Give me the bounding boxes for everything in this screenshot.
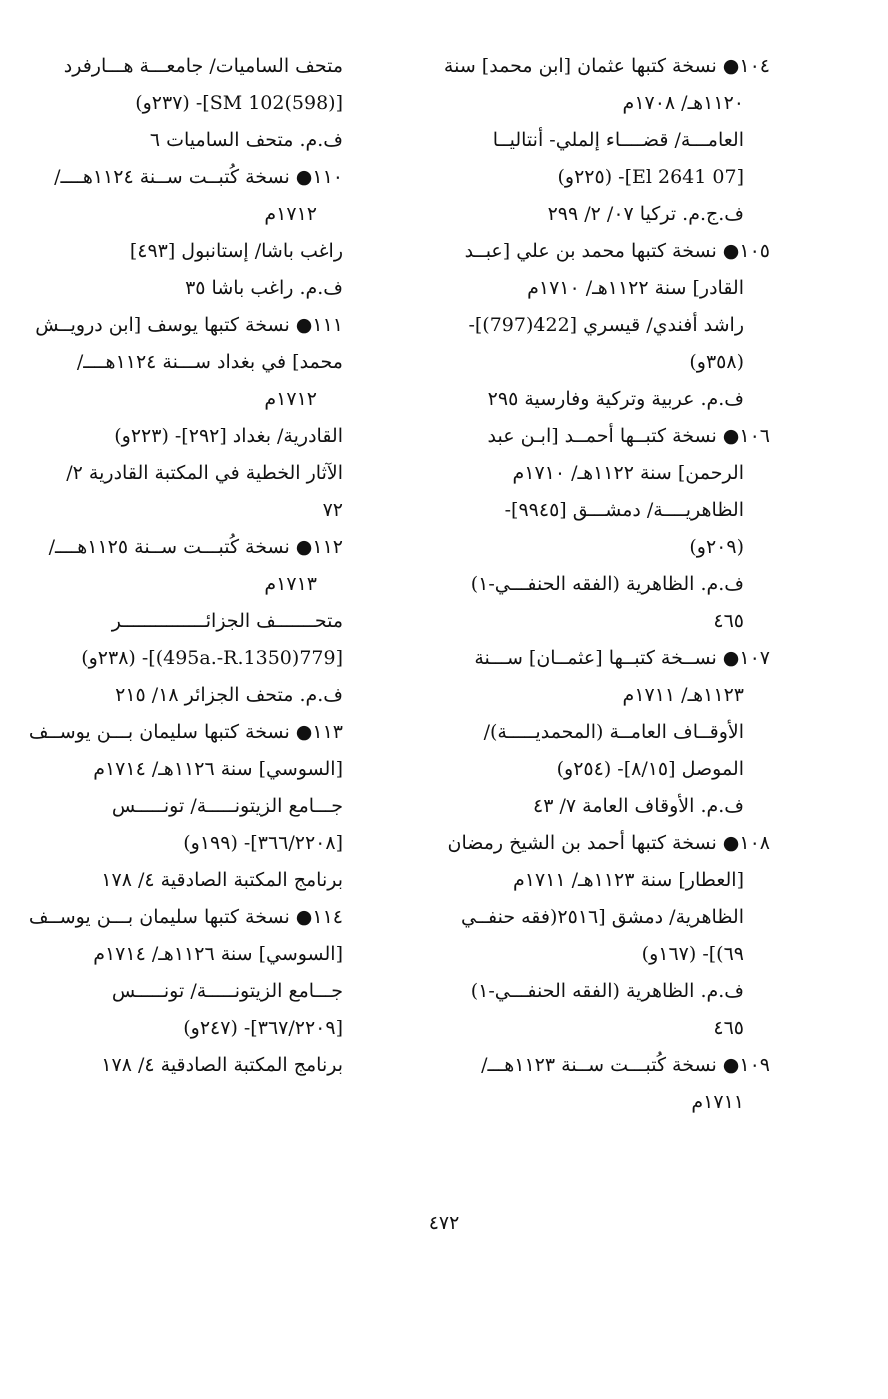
text-line: ١١١● نسخة كتبها يوسف [ابن درويــش xyxy=(35,314,343,336)
text-line: القادر] سنة ١١٢٢هـ/ ١٧١٠م xyxy=(527,277,744,299)
text-line: [779(495a.-R.1350)]- (٢٣٨و) xyxy=(81,647,343,669)
text-line: الأوقــاف العامــة (المحمديـــــة)/ xyxy=(483,721,744,743)
text-line: متحف الساميات/ جامعـــة هـــارفرد xyxy=(63,55,343,77)
text-line: محمد] في بغداد ســـنة ١١٢٤هــــ/ xyxy=(76,351,343,373)
text-line: ١١٢● نسخة كُتبـــت ســنة ١١٢٥هــــ/ xyxy=(48,536,343,558)
text-line: ف.م. الظاهرية (الفقه الحنفـــي-١) xyxy=(470,980,744,1002)
text-line: (٣٥٨و) xyxy=(689,351,744,373)
text-line: القادرية/ بغداد [٢٩٢]- (٢٢٣و) xyxy=(114,425,343,447)
text-line: ١٠٨● نسخة كتبها أحمد بن الشيخ رمضان xyxy=(447,832,770,854)
text-line: ١١٣● نسخة كتبها سليمان بـــن يوســف xyxy=(28,721,343,743)
text-line: العامـــة/ قضــــاء إلملي- أنتاليــا xyxy=(492,129,744,151)
text-line: [السوسي] سنة ١١٢٦هـ/ ١٧١٤م xyxy=(93,758,343,780)
text-line: راغب باشا/ إستانبول [٤٩٣] xyxy=(129,240,343,262)
text-line: ٤٦٥ xyxy=(713,610,744,632)
text-line: [SM 102(598)]- (٢٣٧و) xyxy=(135,92,343,114)
text-line: جـــامع الزيتونـــــة/ تونـــــس xyxy=(111,980,343,1002)
text-line: الآثار الخطية في المكتبة القادرية ٢/ xyxy=(66,462,343,484)
right-column xyxy=(420,48,770,1121)
text-line: ١١٢٠هـ/ ١٧٠٨م xyxy=(622,92,744,114)
text-line: ١٧١٢م xyxy=(264,388,317,410)
text-line: ١٧١٢م xyxy=(264,203,317,225)
text-line: ١٧١١م xyxy=(691,1091,744,1113)
text-line: [العطار] سنة ١١٢٣هـ/ ١٧١١م xyxy=(513,869,744,891)
text-line: جـــامع الزيتونـــــة/ تونـــــس xyxy=(111,795,343,817)
text-line: راشد أفندي/ قيسري [422(797)]- xyxy=(468,314,744,336)
text-line: ف.م. الظاهرية (الفقه الحنفـــي-١) xyxy=(470,573,744,595)
text-line: ١٠٩● نسخة كُتبـــت ســنة ١١٢٣هـــ/ xyxy=(481,1054,770,1076)
text-line: ١٧١٣م xyxy=(264,573,317,595)
text-line: ف.م. الأوقاف العامة ٧/ ٤٣ xyxy=(533,795,744,817)
text-line: ف.م. متحف الساميات ٦ xyxy=(149,129,343,151)
text-line: برنامج المكتبة الصادقية ٤/ ١٧٨ xyxy=(101,869,343,891)
text-line: ١١٤● نسخة كتبها سليمان بـــن يوســف xyxy=(28,906,343,928)
text-line: برنامج المكتبة الصادقية ٤/ ١٧٨ xyxy=(101,1054,343,1076)
text-line: ف.ج.م. تركيا ٠٧/ ٢/ ٢٩٩ xyxy=(547,203,744,225)
text-line: الرحمن] سنة ١١٢٢هـ/ ١٧١٠م xyxy=(512,462,744,484)
page-number: ٤٧٢ xyxy=(428,1212,460,1234)
text-line: ٤٦٥ xyxy=(713,1017,744,1039)
left-column xyxy=(8,48,343,1084)
text-line: متحـــــــف الجزائـــــــــــــــر xyxy=(111,610,343,632)
text-line: ١١٢٣هـ/ ١٧١١م xyxy=(622,684,744,706)
text-line: الظاهرية/ دمشق [٢٥١٦(فقه حنفــي xyxy=(461,906,744,928)
text-line: ١٠٤● نسخة كتبها عثمان [ابن محمد] سنة xyxy=(443,55,770,77)
text-line: ف.م. متحف الجزائر ١٨/ ٢١٥ xyxy=(115,684,343,706)
text-line: (٢٠٩و) xyxy=(689,536,744,558)
text-line: ١٠٥● نسخة كتبها محمد بن علي [عبــد xyxy=(464,240,770,262)
text-line: ٧٢ xyxy=(322,499,343,521)
text-line: ف.م. عربية وتركية وفارسية ٢٩٥ xyxy=(487,388,744,410)
text-line: ف.م. راغب باشا ٣٥ xyxy=(185,277,343,299)
text-line: الظاهريــــة/ دمشـــق [٩٩٤٥]- xyxy=(504,499,744,521)
text-line: [٣٦٦/٢٢٠٨]- (١٩٩و) xyxy=(183,832,343,854)
text-line: ١١٠● نسخة كُتبــت ســنة ١١٢٤هــــ/ xyxy=(54,166,343,188)
text-line: الموصل [٨/١٥]- (٢٥٤و) xyxy=(556,758,744,780)
text-line: ١٠٦● نسخة كتبــها أحمــد [ابـن عبد xyxy=(487,425,770,447)
text-line: ٦٩)]- (١٦٧و) xyxy=(641,943,744,965)
text-line: [07 El 2641]- (٢٢٥و) xyxy=(557,166,744,188)
text-line: [السوسي] سنة ١١٢٦هـ/ ١٧١٤م xyxy=(93,943,343,965)
text-line: [٣٦٧/٢٢٠٩]- (٢٤٧و) xyxy=(183,1017,343,1039)
text-line: ١٠٧● نســخة كتبــها [عثمــان] ســـنة xyxy=(474,647,770,669)
